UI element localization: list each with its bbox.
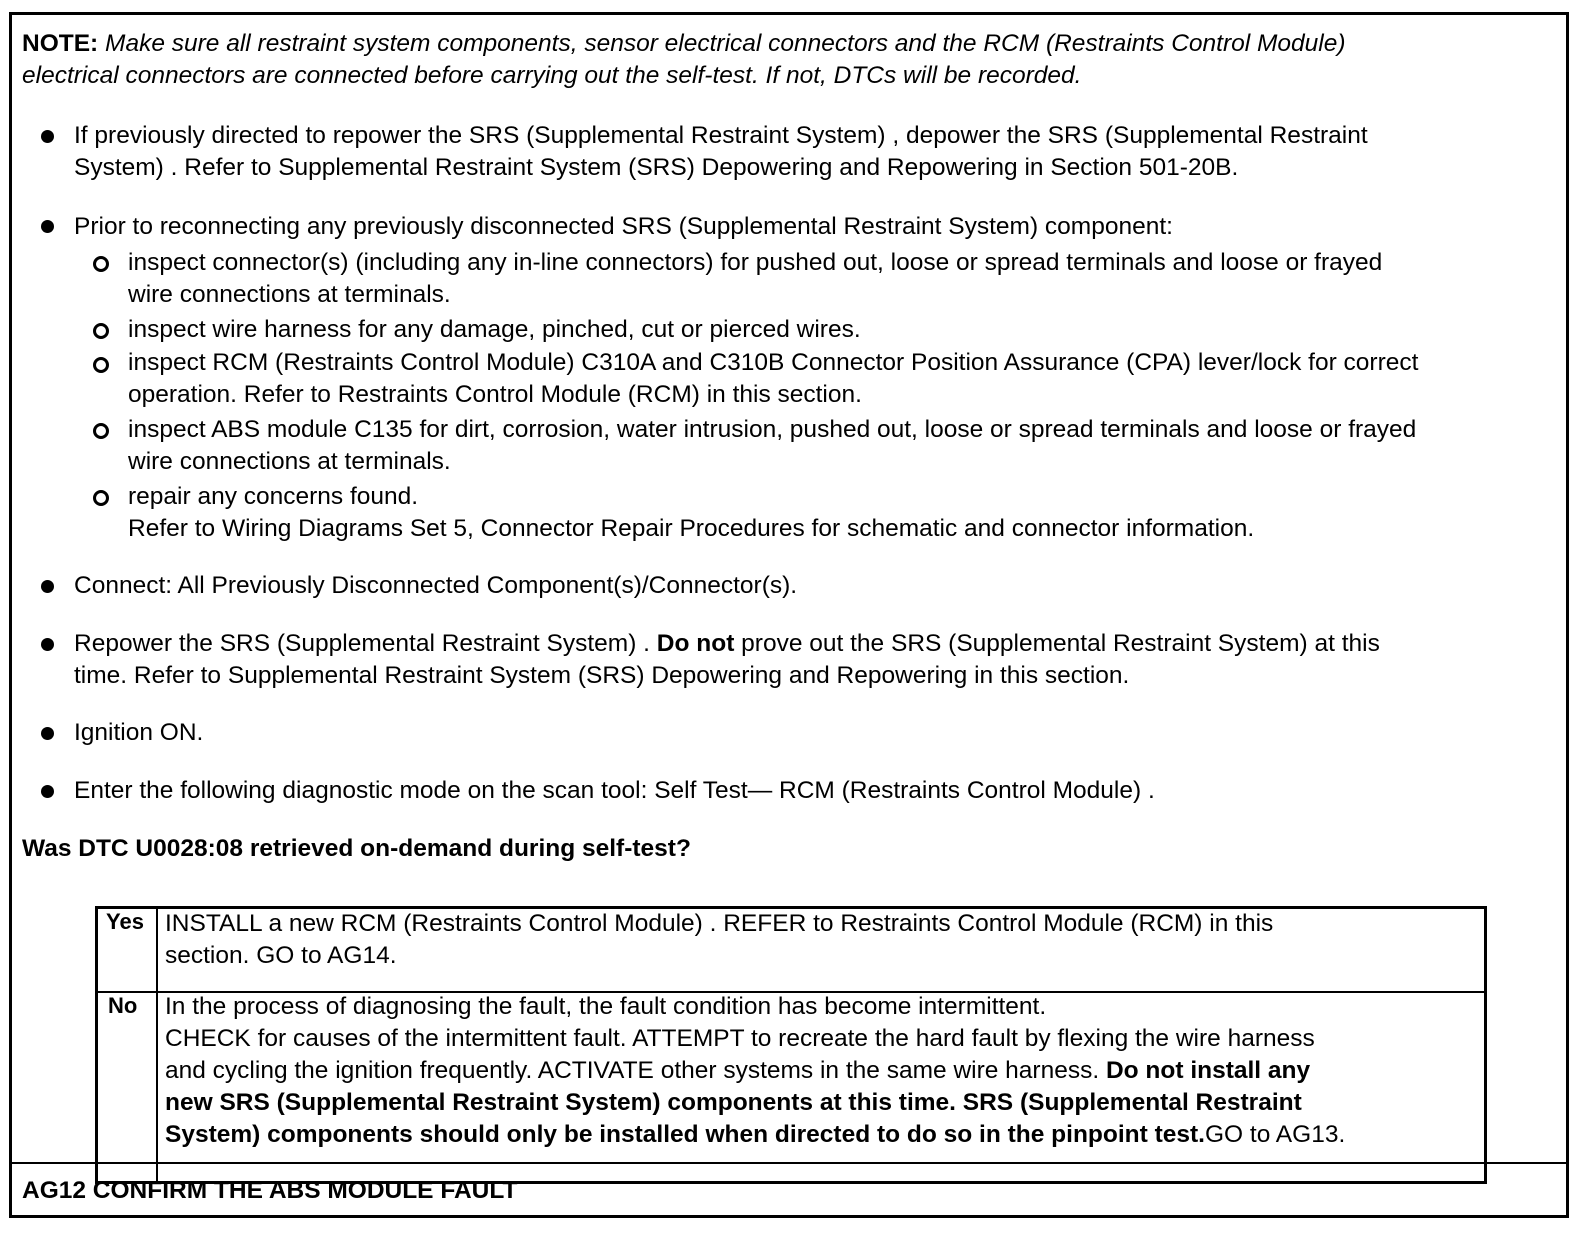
footer-divider	[10, 1162, 1568, 1164]
no-text-line-2: CHECK for causes of the intermittent fault. ATTEMPT to recreate the hard fault by flexing the wire harness	[165, 1025, 1315, 1052]
bullet-icon	[41, 727, 54, 740]
step-prior-sub5-line-1: repair any concerns found.	[128, 483, 419, 510]
note-line-1	[22, 28, 1346, 60]
note-label: NOTE:	[22, 30, 99, 57]
no-text-line-3	[165, 1055, 1310, 1087]
step-depower-line-2: System) . Refer to Supplemental Restraint System (SRS) Depowering and Repowering in Section 501-20B.	[74, 154, 1239, 181]
step-prior-sub3-line-1: inspect RCM (Restraints Control Module) C310A and C310B Connector Position Assurance (CPA) lever/lock for correct	[128, 349, 1419, 376]
result-table	[95, 906, 1487, 1184]
no-text-line-1: In the process of diagnosing the fault, the fault condition has become intermittent.	[165, 993, 1047, 1020]
step-prior-sub1-line-1: inspect connector(s) (including any in-line connectors) for pushed out, loose or spread terminals and loose or frayed	[128, 249, 1383, 276]
test-question: Was DTC U0028:08 retrieved on-demand during self-test?	[22, 835, 691, 862]
step-prior-sub4-line-2: wire connections at terminals.	[128, 448, 451, 475]
bullet-icon	[41, 638, 54, 651]
repower-text-pre: Repower the SRS (Supplemental Restraint System) .	[74, 630, 657, 657]
section-heading: AG12 CONFIRM THE ABS MODULE FAULT	[22, 1177, 518, 1204]
step-connect: Connect: All Previously Disconnected Component(s)/Connector(s).	[74, 572, 798, 599]
no-text-line-4: new SRS (Supplemental Restraint System) components at this time. SRS (Supplemental Restraint	[165, 1089, 1302, 1116]
step-prior-intro: Prior to reconnecting any previously disconnected SRS (Supplemental Restraint System) component:	[74, 213, 1173, 240]
yes-text-line-2: section. GO to AG14.	[165, 942, 397, 969]
sub-bullet-icon	[93, 357, 109, 373]
bullet-icon	[41, 785, 54, 798]
bullet-icon	[41, 580, 54, 593]
step-selftest: Enter the following diagnostic mode on the scan tool: Self Test— RCM (Restraints Control Module) .	[74, 777, 1155, 804]
no-text-line-5-bold: System) components should only be installed when directed to do so in the pinpoint test.	[165, 1121, 1205, 1148]
yes-label: Yes	[106, 909, 144, 934]
step-prior-sub5-line-2: Refer to Wiring Diagrams Set 5, Connector Repair Procedures for schematic and connector information.	[128, 515, 1255, 542]
no-text-line-3-pre: and cycling the ignition frequently. ACTIVATE other systems in the same wire harness.	[165, 1057, 1106, 1084]
yes-text-line-1: INSTALL a new RCM (Restraints Control Module) . REFER to Restraints Control Module (RCM) in this	[165, 910, 1274, 937]
note-line-2: electrical connectors are connected before carrying out the self-test. If not, DTCs will be recorded.	[22, 62, 1082, 89]
sub-bullet-icon	[93, 423, 109, 439]
repower-text-bold: Do not	[656, 630, 735, 657]
step-ignition: Ignition ON.	[74, 719, 204, 746]
bullet-icon	[41, 220, 54, 233]
sub-bullet-icon	[93, 256, 109, 272]
sub-bullet-icon	[93, 490, 109, 506]
no-text-line-5	[165, 1119, 1345, 1151]
note-text-1: Make sure all restraint system components, sensor electrical connectors and the RCM (Restraints Control Module)	[105, 30, 1346, 57]
bullet-icon	[41, 130, 54, 143]
step-prior-sub3-line-2: operation. Refer to Restraints Control Module (RCM) in this section.	[128, 381, 862, 408]
no-text-line-3-bold: Do not install any	[1105, 1057, 1311, 1084]
no-label: No	[108, 993, 138, 1018]
table-column-divider	[156, 909, 158, 1181]
step-prior-sub4-line-1: inspect ABS module C135 for dirt, corrosion, water intrusion, pushed out, loose or spread terminals and loose or frayed	[128, 416, 1417, 443]
sub-bullet-icon	[93, 323, 109, 339]
step-repower-line-2: time. Refer to Supplemental Restraint System (SRS) Depowering and Repowering in this section.	[74, 662, 1130, 689]
step-depower-line-1: If previously directed to repower the SRS (Supplemental Restraint System) , depower the SRS (Supplemental Restraint	[74, 122, 1368, 149]
no-text-line-5-post: GO to AG13.	[1204, 1121, 1346, 1148]
repower-text-post: prove out the SRS (Supplemental Restraint System) at this	[734, 630, 1380, 657]
step-prior-sub1-line-2: wire connections at terminals.	[128, 281, 451, 308]
step-prior-sub2-line-1: inspect wire harness for any damage, pinched, cut or pierced wires.	[128, 316, 861, 343]
step-repower-line-1	[74, 628, 1380, 660]
